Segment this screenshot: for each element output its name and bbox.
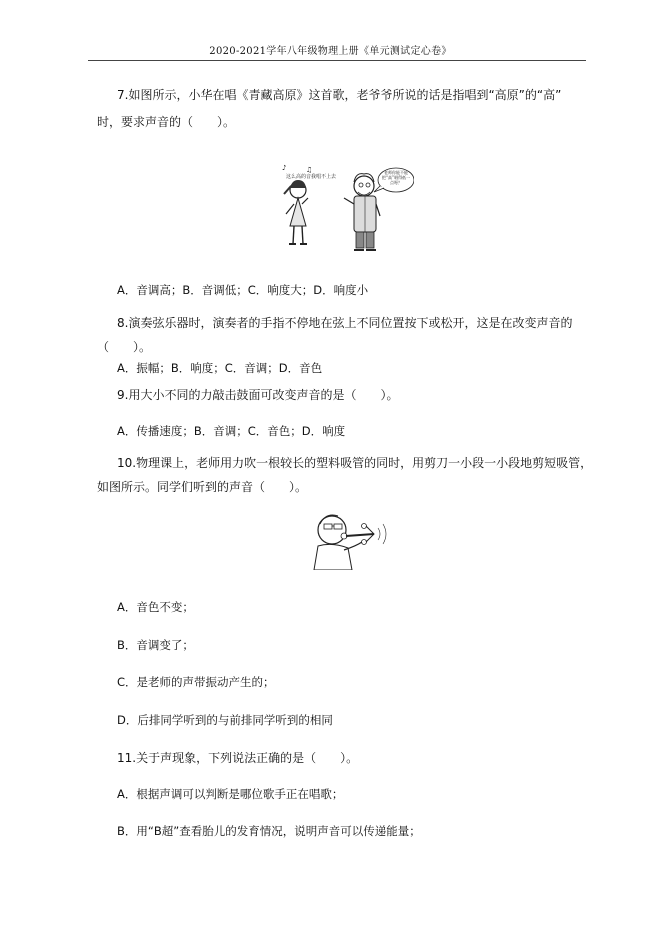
page-header: 2020-2021学年八年级物理上册《单元测试定心卷》 [209,46,452,57]
question-10-option-a: A．音色不变； [117,600,194,614]
question-11-text: 11.关于声现象，下列说法正确的是（ ）。 [117,751,359,765]
question-8-text-line-2: （ ）。 [97,340,152,354]
question-7-figure [272,158,414,258]
question-10-figure [304,506,394,570]
question-10-text-line-1: 10.物理课上，老师用力吹一根较长的塑料吸管的同时，用剪刀一小段一小段地剪短吸管， [117,456,593,470]
question-7-text-line-1: 7.如图所示，小华在唱《青藏高原》这首歌，老爷爷所说的话是指唱到“高原”的“高” [117,88,562,102]
question-10-option-c: C．是老师的声带振动产生的； [117,675,275,689]
question-9-text: 9.用大小不同的力敲击鼓面可改变声音的是（ ）。 [117,388,399,402]
question-7-text-line-2: 时，要求声音的（ ）。 [97,115,236,129]
svg-text:♪: ♪ [282,164,287,172]
svg-text:♫: ♫ [306,166,313,174]
girl-note-text: 这么高的音我唱不上去 [286,174,337,180]
old-man-speech-text: 老师你能不能把“高”唱得低一点呀？ [381,170,411,185]
girl-and-old-man-illustration-icon [272,158,414,258]
question-11-option-a: A．根据声调可以判断是哪位歌手正在唱歌； [117,787,344,801]
question-11-option-b: B．用“B超”查看胎儿的发育情况，说明声音可以传递能量； [117,824,421,838]
question-8-options: A．振幅；B．响度；C．音调；D．音色 [117,361,323,375]
question-7-options: A．音调高；B．音调低；C．响度大；D．响度小 [117,283,369,297]
teacher-blowing-straw-illustration-icon [304,506,394,570]
header-divider [88,60,586,61]
question-10-option-b: B．音调变了； [117,638,194,652]
question-10-option-d: D．后排同学听到的与前排同学听到的相同 [117,713,333,727]
question-8-text-line-1: 8.演奏弦乐器时，演奏者的手指不停地在弦上不同位置按下或松开，这是在改变声音的 [117,316,573,330]
question-9-options: A．传播速度；B．音调；C．音色；D．响度 [117,424,346,438]
question-10-text-line-2: 如图所示。同学们听到的声音（ ）。 [97,480,308,494]
